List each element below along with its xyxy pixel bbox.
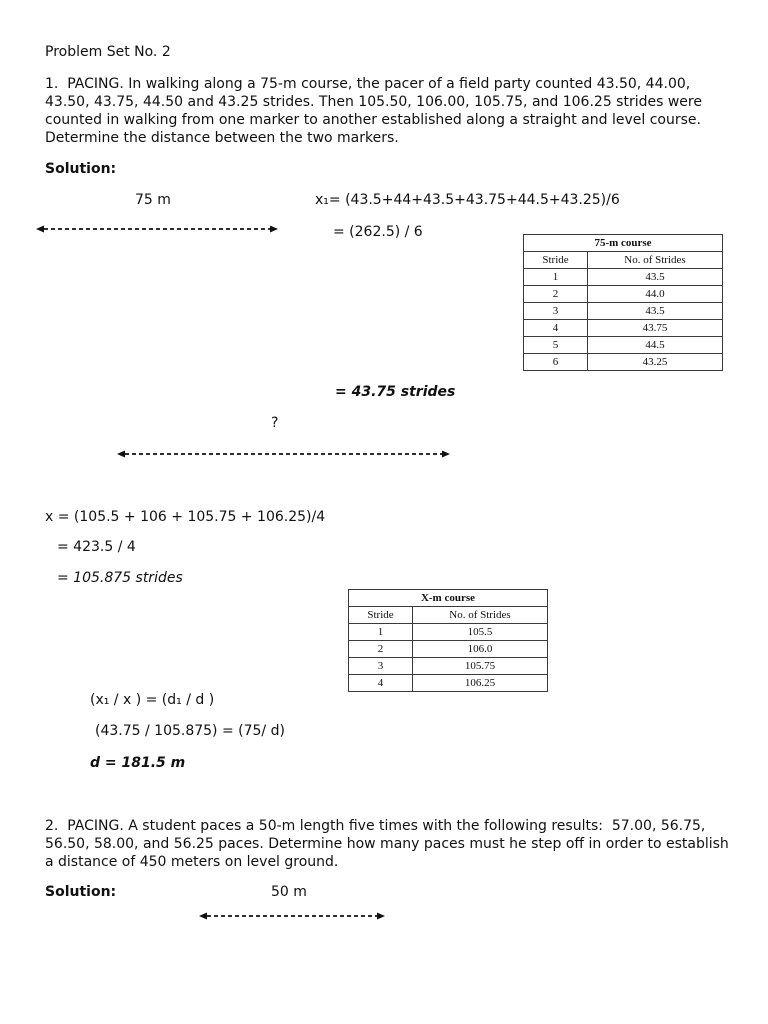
solution-label: Solution: bbox=[45, 884, 117, 900]
table-header-row bbox=[349, 607, 548, 624]
table-header-row bbox=[524, 252, 723, 269]
column-header-stride: Stride bbox=[349, 607, 413, 624]
table-row bbox=[349, 658, 548, 675]
table-75m-course bbox=[523, 234, 723, 371]
table-cell-strides-count: 106.25 bbox=[413, 675, 548, 692]
column-header-strides-count: No. of Strides bbox=[588, 252, 723, 269]
distance-arrow-50m bbox=[199, 911, 385, 921]
problem-2-statement bbox=[45, 817, 729, 871]
unknown-distance-label: ? bbox=[271, 415, 279, 431]
table-caption-row bbox=[349, 590, 548, 607]
statement-line: 43.50, 43.75, 44.50 and 43.25 strides. Then 105.50, 106.00, 105.75, and 106.25 strides were bbox=[45, 94, 702, 110]
final-answer: d = 181.5 m bbox=[90, 755, 186, 771]
statement-line: counted in walking from one marker to another established along a straight and level course. bbox=[45, 112, 701, 128]
table-row bbox=[524, 286, 723, 303]
table-cell-strides-count: 106.0 bbox=[413, 641, 548, 658]
table-cell-stride: 3 bbox=[349, 658, 413, 675]
table-row bbox=[349, 641, 548, 658]
statement-line: Determine the distance between the two markers. bbox=[45, 130, 399, 146]
table-cell-stride: 1 bbox=[524, 269, 588, 286]
table-cell-strides-count: 105.5 bbox=[413, 624, 548, 641]
solution-label: Solution: bbox=[45, 161, 117, 177]
table-cell-stride: 2 bbox=[349, 641, 413, 658]
table-caption-row bbox=[524, 235, 723, 252]
x-strides-step: = 423.5 / 4 bbox=[57, 539, 136, 555]
table-xm-course bbox=[348, 589, 548, 692]
course-length-label: 75 m bbox=[135, 192, 171, 208]
table-cell-strides-count: 44.5 bbox=[588, 337, 723, 354]
table-cell-strides-count: 43.25 bbox=[588, 354, 723, 371]
table-cell-stride: 2 bbox=[524, 286, 588, 303]
problem-set-title: Problem Set No. 2 bbox=[45, 44, 171, 60]
table-cell-stride: 4 bbox=[349, 675, 413, 692]
table-cell-stride: 3 bbox=[524, 303, 588, 320]
table-row bbox=[349, 624, 548, 641]
table-row bbox=[524, 269, 723, 286]
table-caption: 75-m course bbox=[524, 235, 723, 252]
statement-line: a distance of 450 meters on level ground. bbox=[45, 854, 339, 870]
statement-line: 56.50, 58.00, and 56.25 paces. Determine how many paces must he step off in order to establish bbox=[45, 836, 729, 852]
problem-1-statement bbox=[45, 75, 702, 147]
statement-line: 1. PACING. In walking along a 75-m course, the pacer of a field party counted 43.50, 44.00, bbox=[45, 76, 691, 92]
mean-strides-formula: x₁= (43.5+44+43.5+43.75+44.5+43.25)/6 bbox=[315, 192, 620, 208]
distance-arrow-unknown bbox=[117, 449, 450, 459]
table-row bbox=[349, 675, 548, 692]
column-header-stride: Stride bbox=[524, 252, 588, 269]
statement-line: 2. PACING. A student paces a 50-m length five times with the following results: 57.00, 56.75, bbox=[45, 818, 706, 834]
table-cell-stride: 5 bbox=[524, 337, 588, 354]
table-row bbox=[524, 337, 723, 354]
ratio-substitution: (43.75 / 105.875) = (75/ d) bbox=[95, 723, 285, 739]
course-length-label: 50 m bbox=[271, 884, 307, 900]
table-cell-stride: 4 bbox=[524, 320, 588, 337]
table-cell-stride: 1 bbox=[349, 624, 413, 641]
table-cell-strides-count: 43.5 bbox=[588, 303, 723, 320]
table-row bbox=[524, 354, 723, 371]
distance-arrow-75m bbox=[36, 224, 278, 234]
table-cell-strides-count: 43.5 bbox=[588, 269, 723, 286]
table-cell-strides-count: 44.0 bbox=[588, 286, 723, 303]
table-caption: X-m course bbox=[349, 590, 548, 607]
mean-strides-result: = 43.75 strides bbox=[335, 384, 456, 400]
x-strides-result: = 105.875 strides bbox=[57, 570, 183, 586]
ratio-equation: (x₁ / x ) = (d₁ / d ) bbox=[90, 692, 215, 708]
table-cell-stride: 6 bbox=[524, 354, 588, 371]
table-row bbox=[524, 303, 723, 320]
table-cell-strides-count: 43.75 bbox=[588, 320, 723, 337]
mean-strides-step: = (262.5) / 6 bbox=[333, 224, 423, 240]
column-header-strides-count: No. of Strides bbox=[413, 607, 548, 624]
table-row bbox=[524, 320, 723, 337]
x-strides-formula: x = (105.5 + 106 + 105.75 + 106.25)/4 bbox=[45, 509, 326, 525]
table-cell-strides-count: 105.75 bbox=[413, 658, 548, 675]
